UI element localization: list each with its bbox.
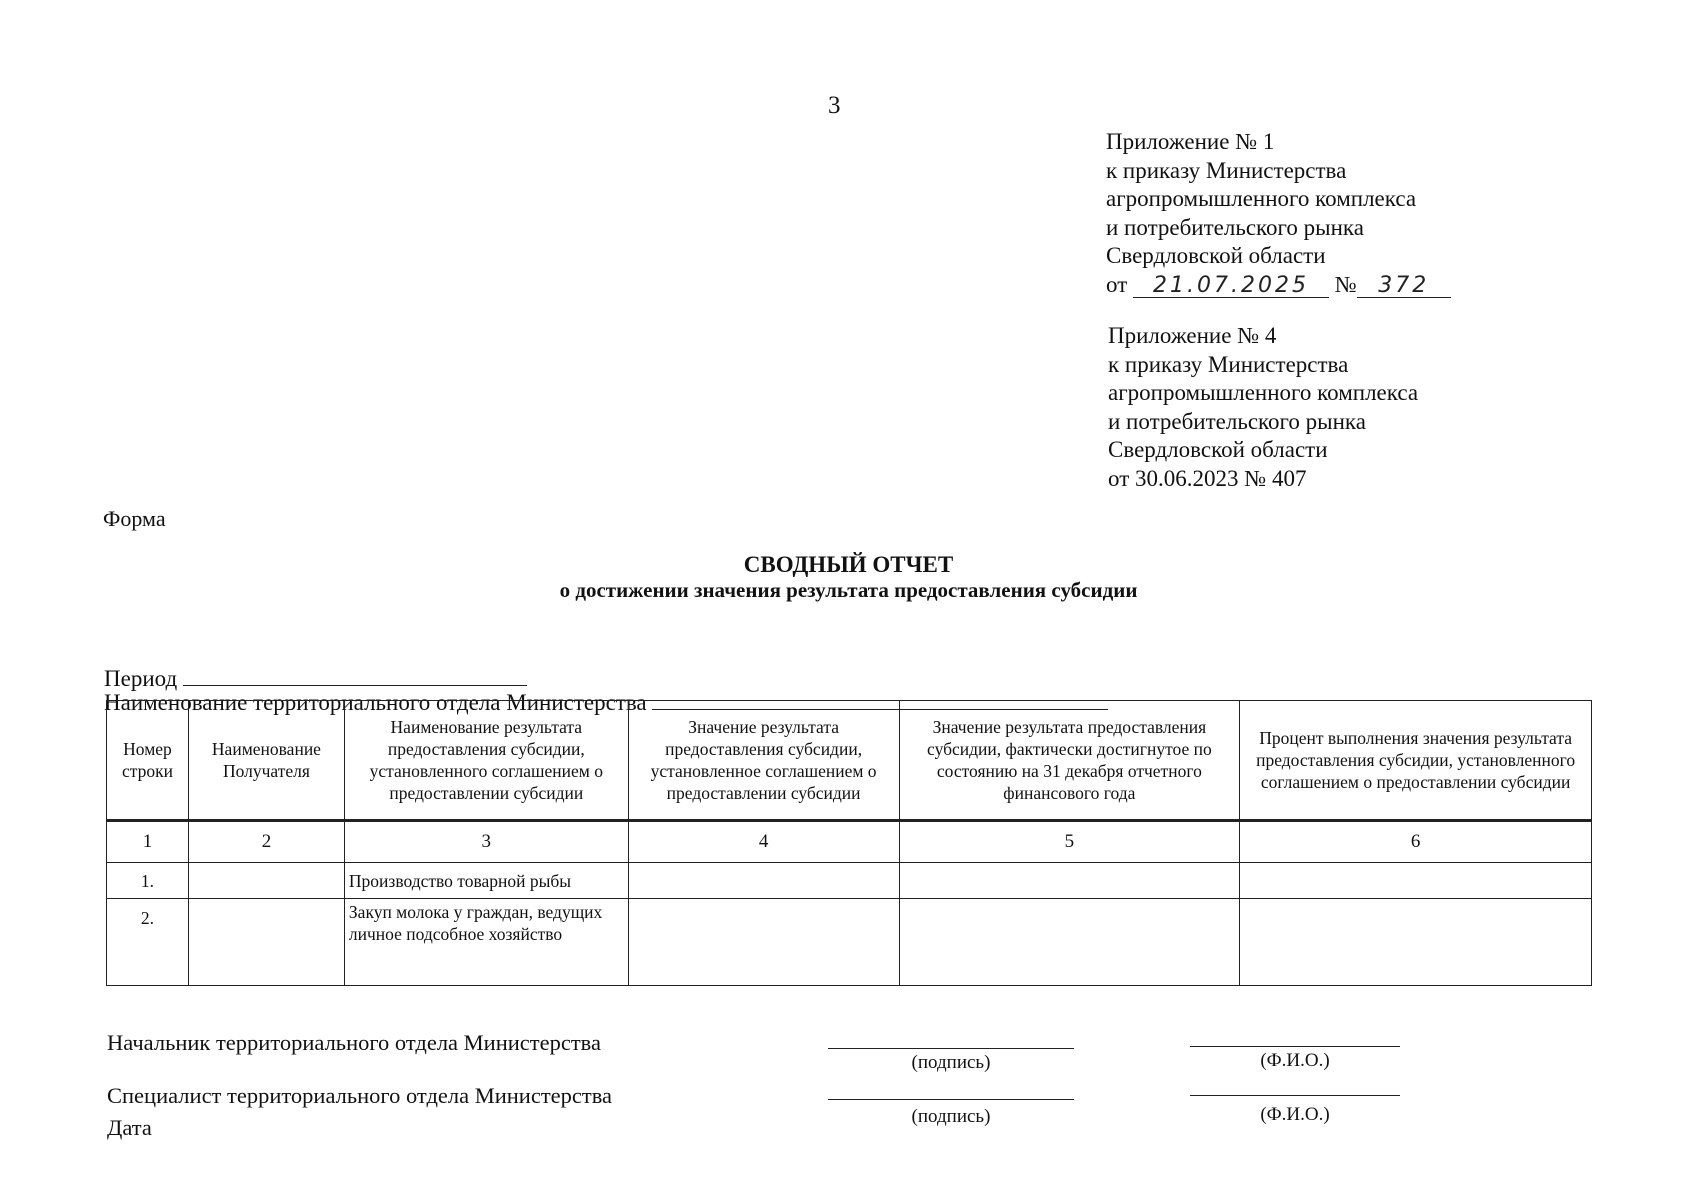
column-number: 4	[628, 821, 899, 863]
row-number: 1.	[107, 863, 189, 899]
planned-value-cell	[628, 899, 899, 986]
column-header: Значение результата предоставления субсидии, фактически достигнутое по состоянию на 31 декабря отчетного финансового года	[899, 701, 1240, 821]
head-name-caption: (Ф.И.О.)	[1260, 1050, 1330, 1071]
column-number: 1	[107, 821, 189, 863]
actual-value-cell	[899, 863, 1240, 899]
annex-1-line: и потребительского рынка	[1106, 214, 1364, 240]
period-label: Период	[104, 666, 178, 691]
date-label: Дата	[107, 1115, 152, 1140]
department-label: Наименование территориального отдела Министерства	[104, 690, 647, 715]
head-signature-caption: (подпись)	[911, 1052, 991, 1073]
column-number: 5	[899, 821, 1240, 863]
annex-4-line: Свердловской области	[1108, 437, 1328, 462]
handwritten-date: 21.07.2025	[1153, 272, 1309, 298]
specialist-signature-caption: (подпись)	[911, 1106, 991, 1127]
head-signature-line[interactable]	[828, 1048, 1074, 1049]
specialist-name-caption: (Ф.И.О.)	[1260, 1104, 1330, 1125]
annex-1-line: Приложение № 1	[1106, 129, 1275, 154]
column-header: Наименование результата предоставления субсидии, установленного соглашением о предоставлении субсидии	[344, 701, 628, 821]
period-row	[104, 666, 527, 692]
annex-1-line: Свердловской области	[1106, 243, 1326, 268]
report-subtitle: о достижении значения результата предоставления субсидии	[559, 578, 1138, 602]
number-sign: №	[1334, 271, 1357, 297]
percent-cell	[1240, 863, 1592, 899]
recipient-cell	[188, 899, 344, 986]
specialist-name-line[interactable]	[1190, 1095, 1400, 1096]
row-number: 2.	[107, 899, 189, 986]
column-header: Наименование Получателя	[188, 701, 344, 821]
annex-4-line: Приложение № 4	[1108, 323, 1277, 348]
head-of-department-label: Начальник территориального отдела Министерства	[107, 1030, 601, 1055]
report-table	[106, 700, 1592, 986]
annex-4-line: и потребительского рынка	[1108, 408, 1366, 434]
table-row	[107, 899, 1592, 986]
handwritten-number-field	[1357, 271, 1451, 298]
annex-1-header	[1106, 128, 1451, 299]
handwritten-date-field	[1133, 271, 1329, 298]
column-header: Номер строки	[107, 701, 189, 821]
annex-4-header	[1108, 322, 1418, 493]
column-number: 3	[344, 821, 628, 863]
table-header-row	[107, 701, 1592, 821]
specialist-signature-line[interactable]	[828, 1099, 1074, 1100]
result-name-cell: Производство товарной рыбы	[344, 863, 628, 899]
column-number: 2	[188, 821, 344, 863]
annex-1-date-line	[1106, 271, 1451, 300]
annex-4-line: от 30.06.2023 № 407	[1108, 465, 1307, 491]
annex-1-line: агропромышленного комплекса	[1106, 186, 1417, 211]
annex-1-line: к приказу Министерства	[1106, 157, 1347, 183]
head-name-line[interactable]	[1190, 1046, 1400, 1047]
planned-value-cell	[628, 863, 899, 899]
column-number-row	[107, 821, 1592, 863]
form-label: Форма	[103, 506, 166, 531]
table-row	[107, 863, 1592, 899]
result-name-cell: Закуп молока у граждан, ведущих личное подсобное хозяйство	[344, 899, 628, 986]
percent-cell	[1240, 899, 1592, 986]
actual-value-cell	[899, 899, 1240, 986]
report-title: СВОДНЫЙ ОТЧЕТ	[743, 552, 954, 577]
column-number: 6	[1240, 821, 1592, 863]
handwritten-number: 372	[1378, 272, 1430, 298]
specialist-label: Специалист территориального отдела Министерства	[107, 1083, 613, 1108]
annex-4-line: к приказу Министерства	[1108, 351, 1349, 377]
recipient-cell	[188, 863, 344, 899]
period-input-line[interactable]	[183, 667, 527, 686]
column-header: Процент выполнения значения результата предоставления субсидии, установленного соглашением о предоставлении субсидии	[1240, 701, 1592, 821]
page-number: 3	[828, 92, 841, 119]
column-header: Значение результата предоставления субсидии, установленное соглашением о предоставлении субсидии	[628, 701, 899, 821]
date-prefix: от	[1106, 271, 1128, 297]
annex-4-line: агропромышленного комплекса	[1108, 380, 1419, 405]
